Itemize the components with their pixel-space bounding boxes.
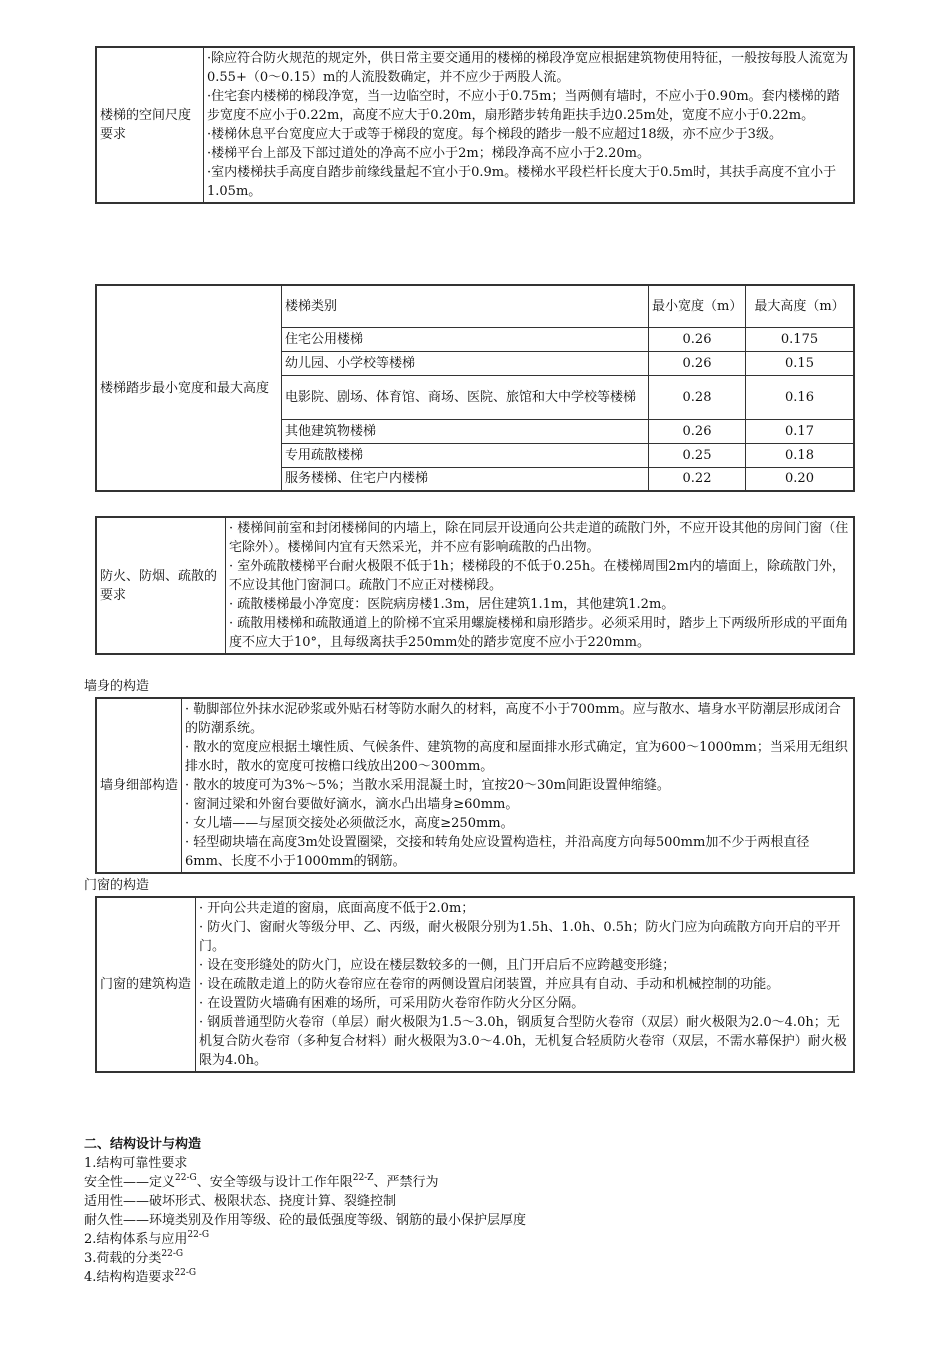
wall-line: · 窗洞过梁和外窗台要做好滴水，滴水凸出墙身≥60mm。 (185, 797, 519, 812)
wall-line: · 散水的坡度可为3%～5%；当散水采用混凝土时，宜按20～30m间距设置伸缩缝。 (185, 778, 670, 793)
row-type: 电影院、剧场、体育馆、商场、医院、旅馆和大中学校等楼梯 (282, 375, 649, 419)
door-table (95, 896, 855, 1073)
row-max-height: 0.175 (746, 327, 855, 351)
stair-steps-table (95, 284, 855, 492)
row-min-width: 0.25 (649, 443, 746, 467)
stairs-space-line: ·除应符合防火规范的规定外，供日常主要交通用的楼梯的梯段净宽应根据建筑物使用特征，一般按每股人流宽为0.55+（0～0.15）m的人流股数确定，并不应少于两股人流。 (207, 51, 849, 85)
item-3 (84, 1249, 526, 1268)
wall-table (95, 697, 855, 874)
row-max-height: 0.20 (746, 467, 855, 491)
stairs-space-label: 楼梯的空间尺度要求 (96, 47, 204, 203)
row-max-height: 0.18 (746, 443, 855, 467)
wall-line: · 轻型砌块墙在高度3m处设置圈梁，交接和转角处应设置构造柱，并沿高度方向每500mm加不少于两根直径6mm、长度不小于1000mm的钢筋。 (185, 835, 810, 869)
stair-steps-label: 楼梯踏步最小宽度和最大高度 (96, 285, 282, 491)
stairs-space-content (204, 47, 855, 203)
row-min-width: 0.26 (649, 419, 746, 443)
door-content (196, 897, 855, 1072)
row-type: 专用疏散楼梯 (282, 443, 649, 467)
fire-content (226, 517, 855, 654)
durability-line: 耐久性——环境类别及作用等级、砼的最低强度等级、钢筋的最小保护层厚度 (84, 1213, 527, 1228)
safety-text-c: 、严禁行为 (373, 1175, 439, 1190)
wall-content (182, 698, 855, 873)
stairs-space-table (95, 46, 855, 204)
safety-sup-2: 22-Z (352, 1173, 374, 1183)
door-line: · 开向公共走道的窗扇，底面高度不低于2.0m； (199, 901, 475, 916)
row-type: 幼儿园、小学校等楼梯 (282, 351, 649, 375)
door-line: · 在设置防火墙确有困难的场所，可采用防火卷帘作防火分区分隔。 (199, 996, 585, 1011)
safety-line (84, 1173, 526, 1192)
item-2-text: 2.结构体系与应用 (84, 1232, 188, 1247)
stairs-space-line: ·楼梯平台上部及下部过道处的净高不应小于2m；梯段净高不应小于2.20m。 (207, 146, 651, 161)
structure-section (84, 1135, 526, 1287)
safety-text-b: 、安全等级与设计工作年限 (196, 1175, 353, 1190)
row-max-height: 0.17 (746, 419, 855, 443)
safety-text-a: 安全性——定义 (84, 1175, 176, 1190)
row-type: 服务楼梯、住宅户内楼梯 (282, 467, 649, 491)
header-max-height: 最大高度（m） (746, 285, 855, 327)
item-3-text: 3.荷载的分类 (84, 1251, 162, 1266)
row-min-width: 0.26 (649, 351, 746, 375)
header-type: 楼梯类别 (282, 285, 649, 327)
wall-label: 墙身细部构造 (96, 698, 182, 873)
stairs-space-line: ·室内楼梯扶手高度自踏步前缘线量起不宜小于0.9m。楼梯水平段栏杆长度大于0.5m时，其扶手高度不宜小于1.05m。 (207, 165, 837, 199)
item-4 (84, 1268, 526, 1287)
door-line: · 钢质普通型防火卷帘（单层）耐火极限为1.5～3.0h，钢质复合型防火卷帘（双层）耐火极限为2.0～4.0h；无机复合防火卷帘（多种复合材料）耐火极限为3.0～4.0h，无机复合轻质防火卷帘（双层，不需水幕保护）耐火极限为4.0h。 (199, 1015, 847, 1068)
item-4-text: 4.结构构造要求 (84, 1270, 175, 1285)
section-title: 二、结构设计与构造 (84, 1137, 202, 1152)
row-type: 其他建筑物楼梯 (282, 419, 649, 443)
stairs-space-line: ·住宅套内楼梯的梯段净宽，当一边临空时，不应小于0.75m；当两侧有墙时，不应小于0.90m。套内楼梯的踏步宽度不应小于0.22m，高度不应大于0.20m，扇形踏步转角距扶手边0.25m处，宽度不应小于0.22m。 (207, 89, 840, 123)
wall-line: · 勒脚部位外抹水泥砂浆或外贴石材等防水耐久的材料，高度不小于700mm。应与散水、墙身水平防潮层形成闭合的防潮系统。 (185, 702, 841, 736)
fire-label: 防火、防烟、疏散的要求 (96, 517, 226, 654)
fire-line: · 疏散用楼梯和疏散通道上的阶梯不宜采用螺旋楼梯和扇形踏步。必须采用时，踏步上下两级所形成的平面角度不应大于10°，且每级离扶手250mm处的踏步宽度不应小于220mm。 (229, 616, 849, 650)
door-line: · 设在疏散走道上的防火卷帘应在卷帘的两侧设置启闭装置，并应具有自动、手动和机械控制的功能。 (199, 977, 780, 992)
row-max-height: 0.16 (746, 375, 855, 419)
fire-table (95, 516, 855, 655)
door-line: · 设在变形缝处的防火门，应设在楼层数较多的一侧，且门开启后不应跨越变形缝； (199, 958, 676, 973)
item-2-sup: 22-G (187, 1230, 210, 1240)
header-min-width: 最小宽度（m） (649, 285, 746, 327)
wall-line: · 女儿墙——与屋顶交接处必须做泛水，高度≥250mm。 (185, 816, 514, 831)
item-4-sup: 22-G (174, 1268, 197, 1278)
wall-heading: 墙身的构造 (84, 679, 150, 694)
item-3-sup: 22-G (161, 1249, 184, 1259)
wall-line: · 散水的宽度应根据土壤性质、气候条件、建筑物的高度和屋面排水形式确定，宜为600～1000mm；当采用无组织排水时，散水的宽度可按檐口线放出200～300mm。 (185, 740, 848, 774)
item-2 (84, 1230, 526, 1249)
door-line: · 防火门、窗耐火等级分甲、乙、丙级，耐火极限分别为1.5h、1.0h、0.5h；防火门应为向疏散方向开启的平开门。 (199, 920, 841, 954)
fire-line: · 疏散楼梯最小净宽度：医院病房楼1.3m，居住建筑1.1m，其他建筑1.2m。 (229, 597, 675, 612)
row-min-width: 0.26 (649, 327, 746, 351)
row-max-height: 0.15 (746, 351, 855, 375)
fire-line: · 楼梯间前室和封闭楼梯间的内墙上，除在同层开设通向公共走道的疏散门外，不应开设其他的房间门窗（住宅除外）。楼梯间内宜有天然采光，并不应有影响疏散的凸出物。 (229, 521, 849, 555)
row-min-width: 0.28 (649, 375, 746, 419)
item-1: 1.结构可靠性要求 (84, 1156, 188, 1171)
applicability-line: 适用性——破坏形式、极限状态、挠度计算、裂缝控制 (84, 1194, 397, 1209)
row-type: 住宅公用楼梯 (282, 327, 649, 351)
stairs-space-line: ·楼梯休息平台宽度应大于或等于梯段的宽度。每个梯段的踏步一般不应超过18级，亦不应少于3级。 (207, 127, 782, 142)
fire-line: · 室外疏散楼梯平台耐火极限不低于1h；楼梯段的不低于0.25h。在楼梯周围2m内的墙面上，除疏散门外，不应设其他门窗洞口。疏散门不应正对楼梯段。 (229, 559, 845, 593)
row-min-width: 0.22 (649, 467, 746, 491)
door-heading: 门窗的构造 (84, 878, 150, 893)
door-label: 门窗的建筑构造 (96, 897, 196, 1072)
safety-sup-1: 22-G (175, 1173, 197, 1183)
